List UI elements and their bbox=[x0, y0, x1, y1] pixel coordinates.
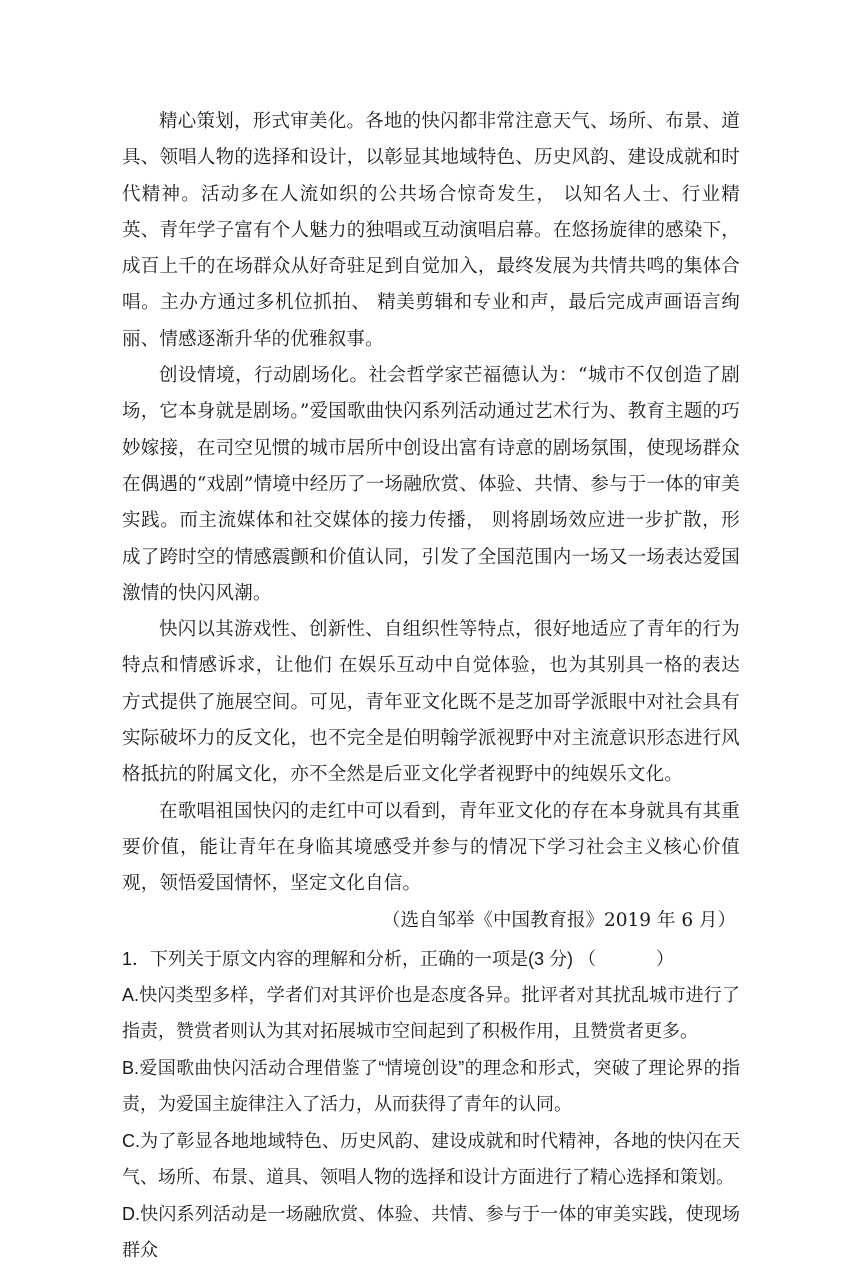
option-c: C.为了彰显各地地域特色、历史风韵、建设成就和时代精神，各地的快闪在天气、场所、布景、道具、领唱人物的选择和设计方面进行了精心选择和策划。 bbox=[122, 1130, 740, 1188]
question-stem bbox=[122, 941, 740, 977]
answer-bracket-close: ） bbox=[656, 948, 675, 969]
option-b: B.爱国歌曲快闪活动合理借鉴了“情境创设”的理念和形式，突破了理论界的指责，为爱国主旋律注入了活力，从而获得了青年的认同。 bbox=[122, 1057, 740, 1115]
option-d: D.快闪系列活动是一场融欣赏、体验、共情、参与于一体的审美实践，使现场群众 bbox=[122, 1203, 740, 1261]
answer-bracket-open: （ bbox=[578, 948, 597, 969]
passage-paragraph-3: 快闪以其游戏性、创新性、自组织性等特点，很好地适应了青年的行为特点和情感诉求，让他们 在娱乐互动中自觉体验，也为其别具一格的表达方式提供了施展空间。可见，青年亚文化既不是芝加哥学派眼中对社会具有实际破坏力的反文化，也不完全是伯明翰学派视野中对主流意识形态进行风格抵抗的附属文化，亦不全然是后亚文化学者视野中的纯娱乐文化。 bbox=[122, 619, 740, 786]
passage-paragraph-2: 创设情境，行动剧场化。社会哲学家芒福德认为：“城市不仅创造了剧场，它本身就是剧场。”爱国歌曲快闪系列活动通过艺术行为、教育主题的巧妙嫁接，在司空见惯的城市居所中创设出富有诗意的剧场氛围，使现场群众在偶遇的“戏剧”情境中经历了一场融欣赏、体验、共情、参与于一体的审美实践。而主流媒体和社交媒体的接力传播， 则将剧场效应进一步扩散，形成了跨时空的情感震颤和价值认同，引发了全国范围内一场又一场表达爱国激情的快闪风潮。 bbox=[122, 365, 740, 604]
passage-source: （选自邹举《中国教育报》2019 年 6 月） bbox=[382, 909, 736, 931]
question-stem-text: 1．下列关于原文内容的理解和分析，正确的一项是(3 分) bbox=[122, 948, 574, 969]
option-a: A.快闪类型多样，学者们对其评价也是态度各异。批评者对其扰乱城市进行了指责，赞赏者则认为其对拓展城市空间起到了积极作用，且赞赏者更多。 bbox=[122, 984, 740, 1042]
document-page bbox=[122, 104, 740, 1269]
passage-paragraph-1: 精心策划，形式审美化。各地的快闪都非常注意天气、场所、布景、道具、领唱人物的选择和设计，以彰显其地域特色、历史风韵、建设成就和时代精神。活动多在人流如织的公共场合惊奇发生， 以知名人士、行业精英、青年学子富有个人魅力的独唱或互动演唱启幕。在悠扬旋律的感染下，成百上千的在场群众从好奇驻足到自觉加入，最终发展为共情共鸣的集体合唱。主办方通过多机位抓拍、 精美剪辑和专业和声，最后完成声画语言绚丽、情感逐渐升华的优雅叙事。 bbox=[122, 111, 740, 350]
passage-paragraph-4: 在歌唱祖国快闪的走红中可以看到，青年亚文化的存在本身就具有其重要价值，能让青年在身临其境感受并参与的情况下学习社会主义核心价值观，领悟爱国情怀，坚定文化自信。 bbox=[122, 800, 740, 895]
